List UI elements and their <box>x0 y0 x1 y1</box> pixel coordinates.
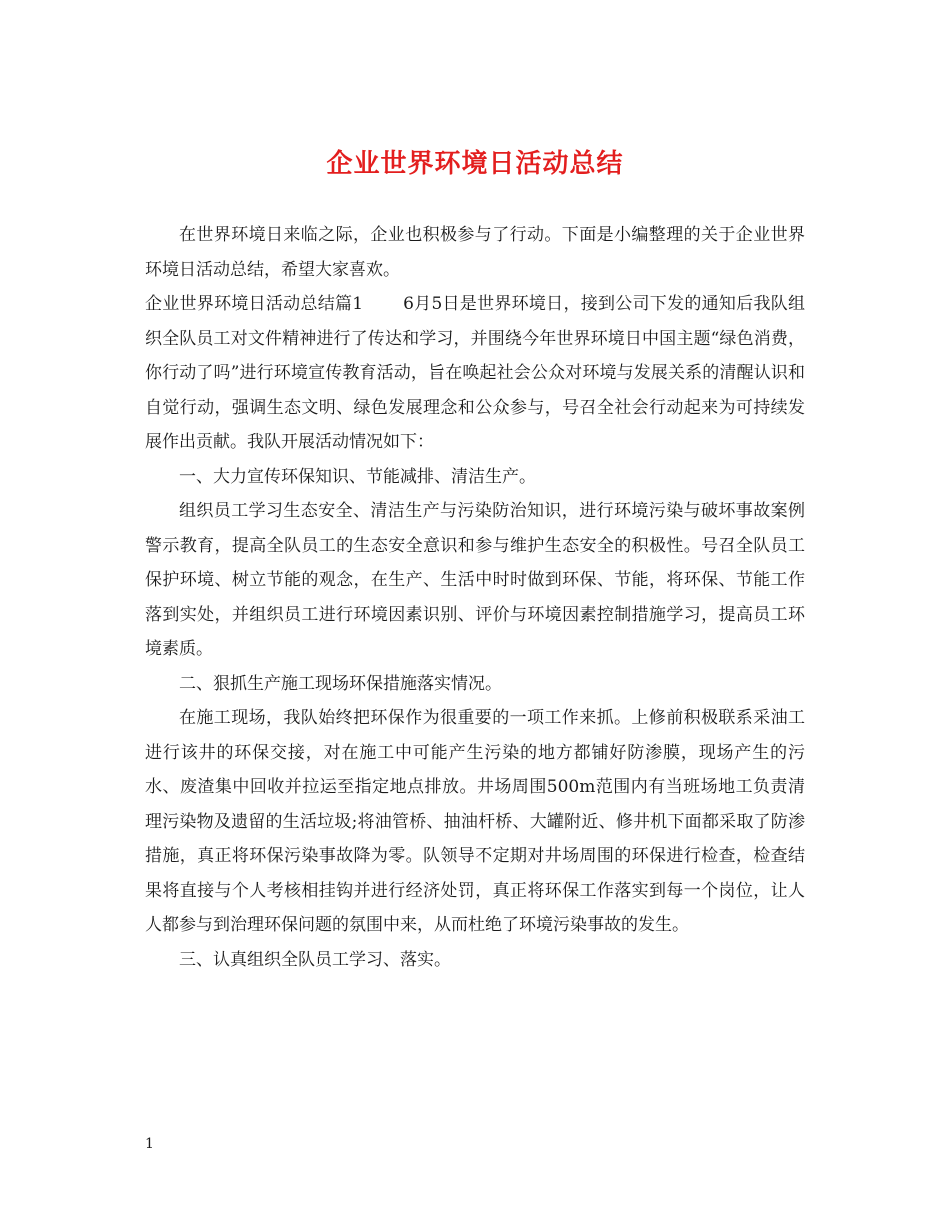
section1-body: 组织员工学习生态安全、清洁生产与污染防治知识，进行环境污染与破坏事故案例警示教育，提高全队员工的生态安全意识和参与维护生态安全的积极性。号召全队员工保护环境、树立节能的观念，在生产、生活中时时做到环保、节能，将环保、节能工作落到实处，并组织员工进行环境因素识别、评价与环境因素控制措施学习，提高员工环境素质。 <box>145 501 805 659</box>
section2-body: 在施工现场，我队始终把环保作为很重要的一项工作来抓。上修前积极联系采油工进行该井的环保交接，对在施工中可能产生污染的地方都铺好防渗膜，现场产生的污水、废渣集中回收并拉运至指定地点排放。井场周围500m范围内有当班场地工负责清理污染物及遗留的生活垃圾;将油管桥、抽油杆桥、大罐附近、修井机下面都采取了防渗措施，真正将环保污染事故降为零。队领导不定期对井场周围的环保进行检查，检查结果将直接与个人考核相挂钩并进行经济处罚，真正将环保工作落实到每一个岗位，让人人都参与到治理环保问题的氛围中来，从而杜绝了环境污染事故的发生。 <box>145 708 805 935</box>
document-title: 企业世界环境日活动总结 <box>326 149 624 179</box>
section2-heading: 二、狠抓生产施工现场环保措施落实情况。 <box>179 673 502 694</box>
page-number: 1 <box>145 1136 154 1152</box>
article-paragraph <box>145 287 805 460</box>
article-lead: 6月5日是世界环境日，接到公司下发的通知后我队组织全队员工对文件精神进行了传达和学习，并围绕今年世界环境日中国主题“绿色消费，你行动了吗”进行环境宣传教育活动，旨在唤起社会公众对环境与发展关系的清醒认识和自觉行动，强调生态文明、绿色发展理念和公众参与，号召全社会行动起来为可持续发展作出贡献。我队开展活动情况如下： <box>145 294 805 452</box>
document-body <box>145 218 805 977</box>
intro-paragraph: 在世界环境日来临之际，企业也积极参与了行动。下面是小编整理的关于企业世界环境日活动总结，希望大家喜欢。 <box>145 225 805 280</box>
article-label: 企业世界环境日活动总结篇1 <box>145 294 364 314</box>
section1-heading: 一、大力宣传环保知识、节能减排、清洁生产。 <box>179 466 536 487</box>
section3-heading: 三、认真组织全队员工学习、落实。 <box>179 949 451 970</box>
